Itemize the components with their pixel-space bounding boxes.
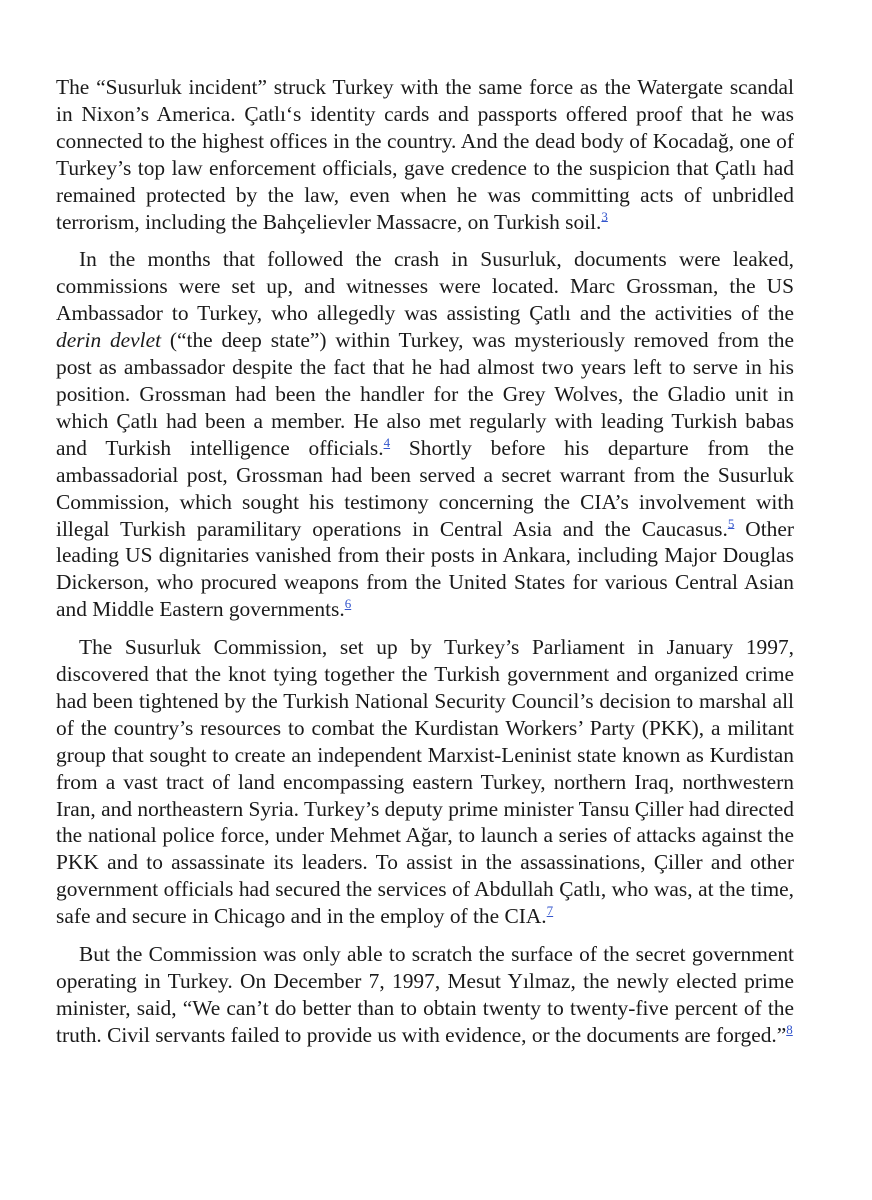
paragraph-1 xyxy=(56,74,794,235)
footnote-4-link[interactable]: 4 xyxy=(383,434,391,450)
paragraph-2-text-c: Shortly before his departure from the ambassadorial post, Grossman had been served a secret warrant from the Susurluk Commission, which sought his testimony concerning the CIA’s involvement with illegal Turkish paramilitary operations in Central Asia and the Caucasus. xyxy=(56,435,795,541)
paragraph-4 xyxy=(56,941,794,1049)
document-page xyxy=(56,74,794,1060)
paragraph-2-text-d: Other leading US dignitaries vanished from their posts in Ankara, including Major Douglas Dickerson, who procured weapons from the United States for various Central Asian and Middle Eastern governments. xyxy=(56,516,794,622)
footnote-7-link[interactable]: 7 xyxy=(546,903,554,919)
footnote-6-link[interactable]: 6 xyxy=(344,596,352,612)
paragraph-2-text-a: In the months that followed the crash in Susurluk, documents were leaked, commissions were set up, and witnesses were located. Marc Grossman, the US Ambassador to Turkey, who allegedly was assisting Çatlı and the activities of the xyxy=(56,247,794,326)
paragraph-3 xyxy=(56,634,794,930)
paragraph-2-text-b: (“the deep state”) within Turkey, was mysteriously removed from the post as ambassador despite the fact that he had almost two years left to serve in his position. Grossman had been the handler for the Grey Wolves, the Gladio unit in which Çatlı had been a member. He also met regularly with leading Turkish babas and Turkish intelligence officials. xyxy=(56,328,794,460)
paragraph-4-text: But the Commission was only able to scratch the surface of the secret government operating in Turkey. On December 7, 1997, Mesut Yılmaz, the newly elected prime minister, said, “We can’t do better than to obtain twenty to twenty-five percent of the truth. Civil servants failed to provide us with evidence, or the documents are forged.” xyxy=(56,942,794,1047)
footnote-8-link[interactable]: 8 xyxy=(786,1021,793,1037)
derin-devlet-term: derin devlet xyxy=(56,328,162,353)
paragraph-3-text: The Susurluk Commission, set up by Turkey’s Parliament in January 1997, discovered that the knot tying together the Turkish government and organized crime had been tightened by the Turkish National Security Council’s decision to marshal all of the country’s resources to combat the Kurdistan Workers’ Party (PKK), a militant group that sought to create an independent Marxist-Leninist state known as Kurdistan from a vast tract of land encompassing eastern Turkey, northern Iraq, northwestern Iran, and northeastern Syria. Turkey’s deputy prime minister Tansu Çiller had directed the national police force, under Mehmet Ağar, to launch a series of attacks against the PKK and to assassinate its leaders. To assist in the assassinations, Çiller and other government officials had secured the services of Abdullah Çatlı, who was, at the time, safe and secure in Chicago and in the employ of the CIA. xyxy=(56,635,794,929)
footnote-5-link[interactable]: 5 xyxy=(727,515,735,531)
footnote-3-link[interactable]: 3 xyxy=(601,208,608,224)
paragraph-1-text: The “Susurluk incident” struck Turkey with the same force as the Watergate scandal in Nixon’s America. Çatlı‘s identity cards and passports offered proof that he was connected to the highest offices in the country. And the dead body of Kocadağ, one of Turkey’s top law enforcement officials, gave credence to the suspicion that Çatlı had remained protected by the law, even when he was committing acts of unbridled terrorism, including the Bahçelievler Massacre, on Turkish soil. xyxy=(56,75,794,234)
paragraph-2 xyxy=(56,246,794,623)
